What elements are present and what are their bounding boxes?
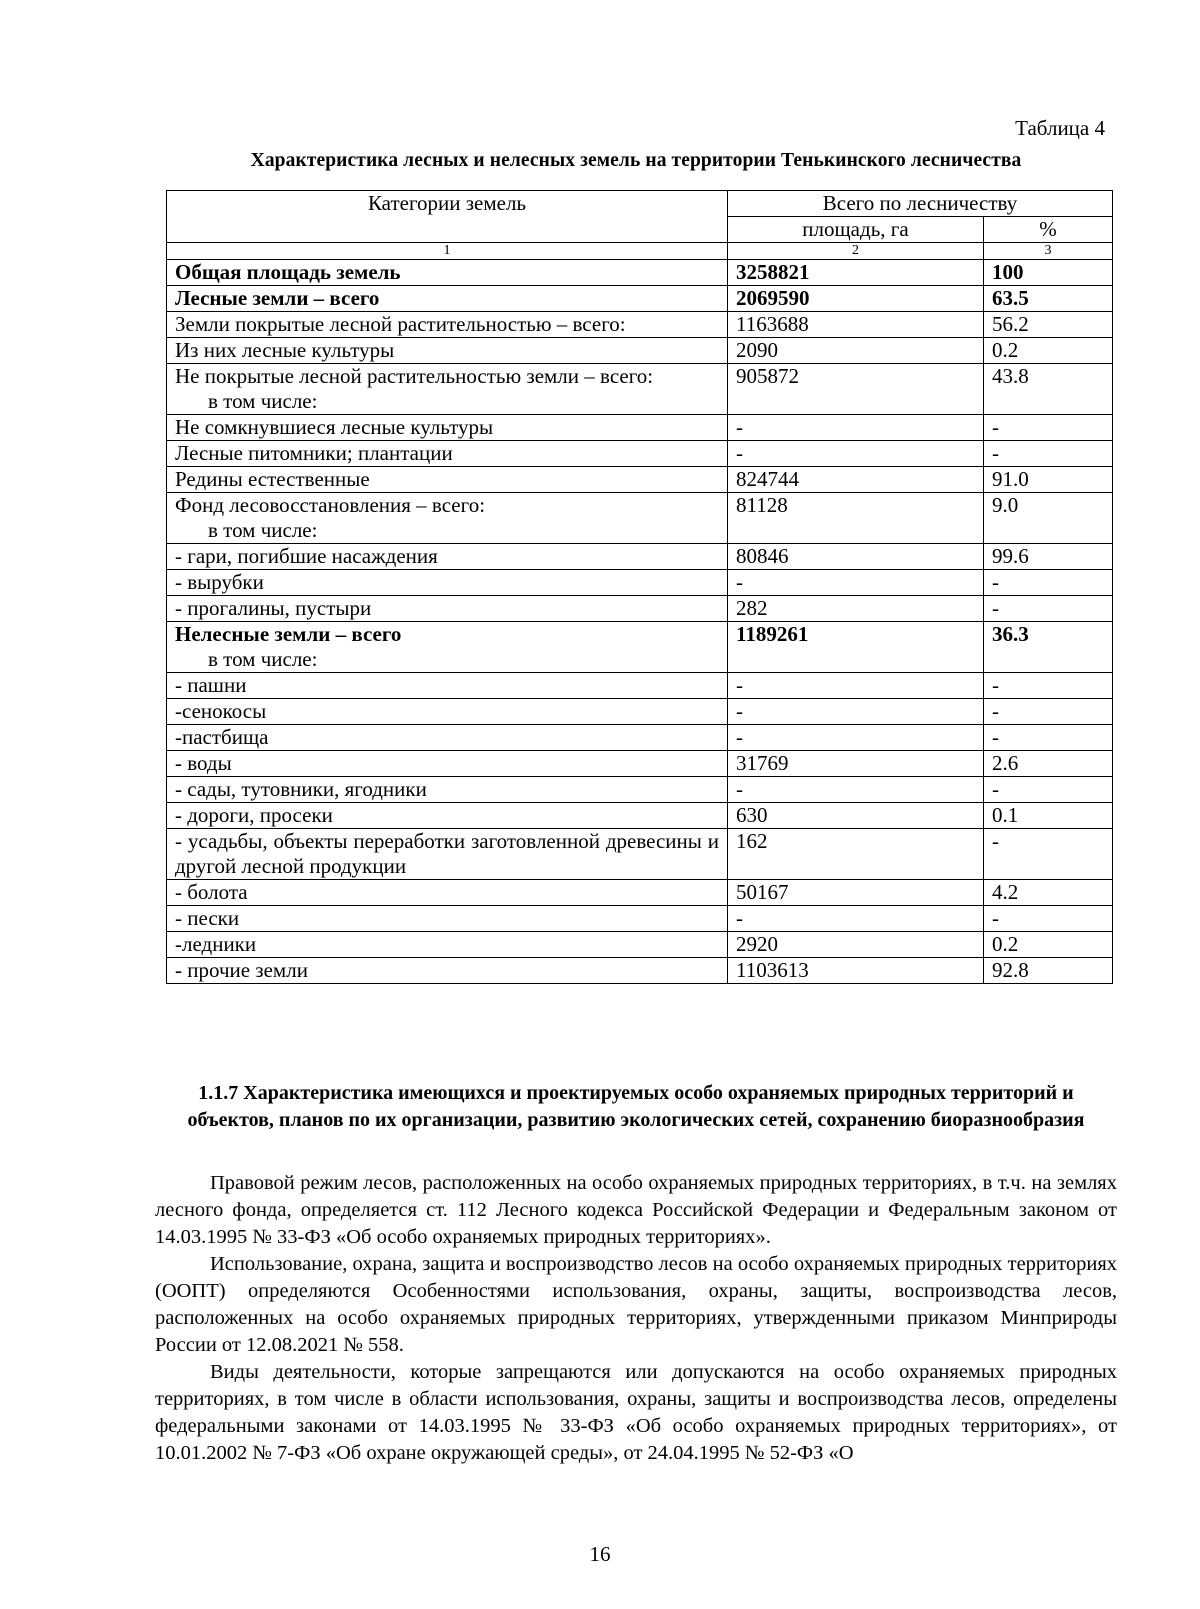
table-row: [167, 880, 1113, 906]
column-number: 1: [167, 243, 728, 260]
category-label: Из них лесные культуры: [175, 338, 395, 362]
land-categories-table: [166, 190, 1113, 984]
table-title: Характеристика лесных и нелесных земель на территории Тенькинского лесничества: [250, 150, 1022, 171]
table-row: [167, 544, 1113, 570]
cell-category: [167, 622, 728, 673]
cell-category: [167, 441, 728, 467]
cell-percent: 100: [984, 260, 1113, 286]
cell-area: 1189261: [728, 622, 984, 673]
cell-category: [167, 958, 728, 984]
table-row: [167, 699, 1113, 725]
cell-category: [167, 260, 728, 286]
category-label: - болота: [175, 880, 248, 904]
table-row: [167, 751, 1113, 777]
category-label: - пески: [175, 906, 240, 930]
category-label: - вырубки: [175, 570, 264, 594]
cell-area: 282: [728, 596, 984, 622]
cell-category: [167, 829, 728, 880]
cell-category: [167, 570, 728, 596]
cell-area: 162: [728, 829, 984, 880]
table-body: [167, 260, 1113, 984]
table-row: [167, 673, 1113, 699]
cell-category: [167, 673, 728, 699]
header-total-group: Всего по лесничеству: [728, 191, 1113, 217]
category-label: Редины естественные: [175, 467, 370, 491]
category-label: Не покрытые лесной растительностью земли – всего:: [175, 364, 654, 388]
category-label: - прочие земли: [175, 958, 308, 982]
table-row: [167, 958, 1113, 984]
cell-area: 31769: [728, 751, 984, 777]
header-area: площадь, га: [728, 217, 984, 243]
cell-area: -: [728, 570, 984, 596]
table-row: [167, 622, 1113, 673]
cell-area: -: [728, 906, 984, 932]
category-sublabel: в том числе:: [208, 389, 318, 413]
cell-area: -: [728, 725, 984, 751]
cell-category: [167, 493, 728, 544]
category-label: - пашни: [175, 673, 247, 697]
category-sublabel: в том числе:: [208, 647, 318, 671]
cell-area: 81128: [728, 493, 984, 544]
category-label: - дороги, просеки: [175, 803, 333, 827]
category-label: Лесные питомники; плантации: [175, 441, 453, 465]
cell-category: [167, 699, 728, 725]
cell-category: [167, 364, 728, 415]
table-row: [167, 364, 1113, 415]
cell-percent: -: [984, 699, 1113, 725]
category-label: Фонд лесовосстановления – всего:: [175, 493, 486, 517]
table-row: [167, 415, 1113, 441]
cell-percent: 4.2: [984, 880, 1113, 906]
category-label: - воды: [175, 751, 232, 775]
page-number: 16: [589, 1542, 611, 1566]
category-label: -ледники: [175, 932, 257, 956]
table-row: [167, 260, 1113, 286]
cell-category: [167, 596, 728, 622]
cell-percent: -: [984, 570, 1113, 596]
cell-area: 3258821: [728, 260, 984, 286]
cell-percent: -: [984, 673, 1113, 699]
cell-percent: -: [984, 906, 1113, 932]
cell-category: [167, 725, 728, 751]
cell-category: [167, 880, 728, 906]
cell-category: [167, 338, 728, 364]
paragraph: Виды деятельности, которые запрещаются или допускаются на особо охраняемых природных территориях, в том числе в области использования, охраны, защиты и воспроизводства лесов, определены федеральными законами от 14.03.1995 № 33-ФЗ «Об особо охраняемых природных территориях», от 10.01.2002 № 7-ФЗ «Об охране окружающей среды», от 24.04.1995 № 52-ФЗ «О: [155, 1361, 1117, 1464]
cell-category: [167, 467, 728, 493]
cell-area: 2090: [728, 338, 984, 364]
cell-category: [167, 777, 728, 803]
paragraph: Использование, охрана, защита и воспроизводство лесов на особо охраняемых природных территориях (ООПТ) определяются Особенностями использования, охраны, защиты, воспроизводства лесов, расположенных на особо охраняемых природных территориях, утвержденными приказом Минприроды России от 12.08.2021 № 558.: [155, 1253, 1117, 1356]
cell-area: -: [728, 673, 984, 699]
cell-percent: 0.2: [984, 932, 1113, 958]
cell-area: -: [728, 777, 984, 803]
cell-percent: 0.2: [984, 338, 1113, 364]
category-label: Нелесные земли – всего: [175, 622, 402, 646]
cell-area: 2069590: [728, 286, 984, 312]
cell-area: -: [728, 699, 984, 725]
table-row: [167, 829, 1113, 880]
table-row: [167, 467, 1113, 493]
cell-percent: -: [984, 829, 1113, 880]
cell-percent: 0.1: [984, 803, 1113, 829]
header-category: Категории земель: [167, 191, 728, 243]
table-row: [167, 286, 1113, 312]
cell-category: [167, 751, 728, 777]
cell-percent: 91.0: [984, 467, 1113, 493]
cell-area: 905872: [728, 364, 984, 415]
column-number: 2: [728, 243, 984, 260]
category-label: -сенокосы: [175, 699, 267, 723]
category-label: - сады, тутовники, ягодники: [175, 777, 427, 801]
category-label: -пастбища: [175, 725, 269, 749]
cell-percent: 9.0: [984, 493, 1113, 544]
table-row: [167, 932, 1113, 958]
table-row: [167, 493, 1113, 544]
cell-percent: 63.5: [984, 286, 1113, 312]
cell-percent: -: [984, 596, 1113, 622]
cell-percent: 36.3: [984, 622, 1113, 673]
cell-percent: -: [984, 777, 1113, 803]
category-label: Лесные земли – всего: [175, 286, 380, 310]
cell-area: -: [728, 415, 984, 441]
cell-area: 2920: [728, 932, 984, 958]
cell-category: [167, 544, 728, 570]
cell-area: 630: [728, 803, 984, 829]
cell-area: 1163688: [728, 312, 984, 338]
cell-area: 1103613: [728, 958, 984, 984]
table-row: [167, 725, 1113, 751]
cell-category: [167, 286, 728, 312]
cell-percent: -: [984, 415, 1113, 441]
cell-category: [167, 312, 728, 338]
cell-area: 50167: [728, 880, 984, 906]
cell-percent: 92.8: [984, 958, 1113, 984]
category-label: Общая площадь земель: [175, 260, 401, 284]
cell-category: [167, 803, 728, 829]
column-number: 3: [984, 243, 1113, 260]
cell-area: 824744: [728, 467, 984, 493]
cell-area: -: [728, 441, 984, 467]
cell-category: [167, 932, 728, 958]
category-sublabel: в том числе:: [208, 518, 318, 542]
cell-category: [167, 415, 728, 441]
paragraph: Правовой режим лесов, расположенных на особо охраняемых природных территориях, в т.ч. на землях лесного фонда, определяется ст. 112 Лесного кодекса Российской Федерации и Федеральным законом от 14.03.1995 № 33-ФЗ «Об особо охраняемых природных территориях».: [155, 1172, 1117, 1248]
table-row: [167, 777, 1113, 803]
category-label: Не сомкнувшиеся лесные культуры: [175, 415, 494, 439]
table-row: [167, 338, 1113, 364]
table-row: [167, 906, 1113, 932]
cell-percent: 99.6: [984, 544, 1113, 570]
table-row: [167, 570, 1113, 596]
category-label: - гари, погибшие насаждения: [175, 544, 438, 568]
section-heading: 1.1.7 Характеристика имеющихся и проектируемых особо охраняемых природных территорий и объектов, планов по их организации, развитию экологических сетей, сохранению биоразнообразия: [187, 1082, 1085, 1131]
cell-area: 80846: [728, 544, 984, 570]
cell-percent: 56.2: [984, 312, 1113, 338]
table-row: [167, 312, 1113, 338]
category-label: Земли покрытые лесной растительностью – всего:: [175, 312, 626, 336]
table-row: [167, 441, 1113, 467]
cell-percent: -: [984, 441, 1113, 467]
cell-percent: 2.6: [984, 751, 1113, 777]
category-label: - прогалины, пустыри: [175, 596, 372, 620]
table-row: [167, 596, 1113, 622]
cell-category: [167, 906, 728, 932]
cell-percent: -: [984, 725, 1113, 751]
category-label: - усадьбы, объекты переработки заготовленной древесины и другой лесной продукции: [175, 829, 719, 878]
header-percent: %: [984, 217, 1113, 243]
table-number: Таблица 4: [1015, 116, 1105, 140]
table-row: [167, 803, 1113, 829]
body-text: [155, 1170, 1117, 1467]
cell-percent: 43.8: [984, 364, 1113, 415]
